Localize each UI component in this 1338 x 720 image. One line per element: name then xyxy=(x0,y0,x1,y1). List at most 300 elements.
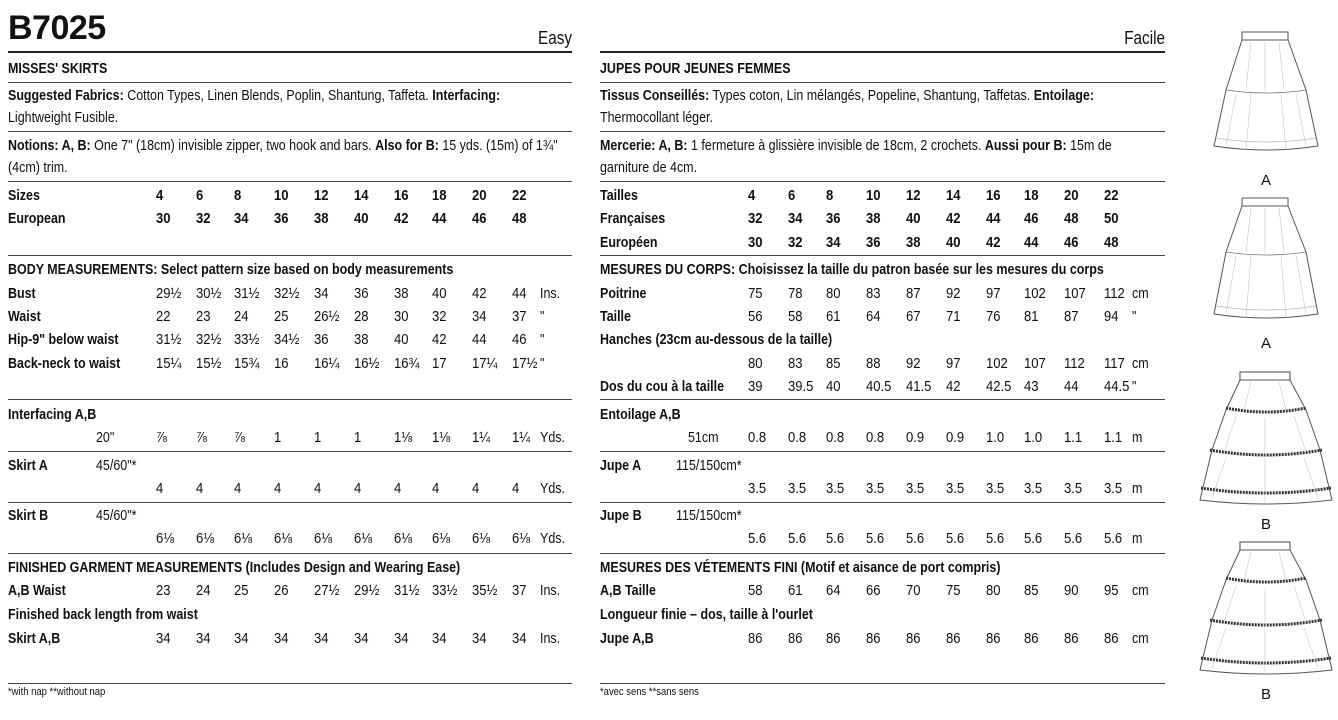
cell-value: 27½ xyxy=(314,583,340,599)
figure-label: A xyxy=(1260,335,1271,352)
cell-value: 33½ xyxy=(432,583,458,599)
cell-value: 61 xyxy=(826,309,841,325)
cell-value: 40 xyxy=(432,286,447,302)
cell-value: 34 xyxy=(472,309,487,325)
cell-value: 86 xyxy=(788,631,803,647)
cell-value: 1.1 xyxy=(1064,430,1083,446)
cell-value: 22 xyxy=(156,309,171,325)
cell-value: 3.5 xyxy=(788,481,807,497)
cell-value: 58 xyxy=(788,309,803,325)
english-section xyxy=(8,0,572,720)
cell-value: 5.6 xyxy=(1104,531,1123,547)
cell-value: 71 xyxy=(946,309,961,325)
unit-label: Yds. xyxy=(540,531,565,547)
back-length-label: Finished back length from waist xyxy=(8,607,198,623)
cell-value: 44 xyxy=(986,211,1001,227)
cell-value: 34 xyxy=(354,631,369,647)
divider xyxy=(8,683,572,684)
cell-value: 3.5 xyxy=(748,481,767,497)
cell-value: 6⅛ xyxy=(314,531,333,547)
section-title: MISSES' SKIRTS xyxy=(8,61,108,77)
divider xyxy=(600,451,1165,452)
cell-value: 4 xyxy=(394,481,402,497)
cell-value: 31½ xyxy=(156,332,182,348)
fabric-width: 20" xyxy=(96,430,115,446)
cell-value: 1.0 xyxy=(1024,430,1043,446)
cell-value: 42 xyxy=(986,235,1001,251)
cell-value: ⅞ xyxy=(196,430,207,446)
cell-value: 85 xyxy=(1024,583,1039,599)
cell-value: 16¼ xyxy=(314,356,340,372)
cell-value: 0.9 xyxy=(946,430,965,446)
divider xyxy=(8,255,572,256)
footnote: *with nap **without nap xyxy=(8,686,106,698)
cell-value: 5.6 xyxy=(946,531,965,547)
dos-row xyxy=(600,376,1165,398)
cell-value: 15¼ xyxy=(156,356,182,372)
cell-value: 16¾ xyxy=(394,356,420,372)
cell-value: 32 xyxy=(196,211,211,227)
row-label: Bust xyxy=(8,286,36,302)
cell-value: 42 xyxy=(946,379,961,395)
cell-value: 6⅛ xyxy=(432,531,451,547)
row-label: Poitrine xyxy=(600,286,647,302)
cell-value: 92 xyxy=(906,356,921,372)
divider xyxy=(8,51,572,53)
cell-value: 22 xyxy=(512,188,527,204)
cell-value: 97 xyxy=(946,356,961,372)
cell-value: 75 xyxy=(748,286,763,302)
unit-label: cm xyxy=(1132,356,1149,372)
skirt-a-icon xyxy=(1196,28,1336,168)
cell-value: 32 xyxy=(432,309,447,325)
cell-value: 20 xyxy=(1064,188,1079,204)
cell-value: 4 xyxy=(472,481,480,497)
fabrics-text-fr: Tissus Conseillés: Types coton, Lin mélangés, Popeline, Shantung, Taffetas. Entoilage: xyxy=(600,88,1095,104)
cell-value: 44.5 xyxy=(1104,379,1130,395)
cell-value: 30½ xyxy=(196,286,222,302)
cell-value: 10 xyxy=(866,188,881,204)
skirt-a-icon xyxy=(1196,196,1336,326)
cell-value: 0.8 xyxy=(826,430,845,446)
divider xyxy=(600,82,1165,83)
unit-label: " xyxy=(540,356,545,372)
jupe-a-row xyxy=(600,478,1165,500)
divider xyxy=(8,399,572,400)
row-label: Back-neck to waist xyxy=(8,356,121,372)
cell-value: 44 xyxy=(472,332,487,348)
cell-value: 5.6 xyxy=(866,531,885,547)
finished-waist-row xyxy=(8,580,572,602)
cell-value: 0.8 xyxy=(788,430,807,446)
cell-value: 37 xyxy=(512,583,527,599)
cell-value: 66 xyxy=(866,583,881,599)
fabric-width: 51cm xyxy=(688,430,719,446)
cell-value: 46 xyxy=(512,332,527,348)
row-label: Taille xyxy=(600,309,631,325)
cell-value: 80 xyxy=(986,583,1001,599)
body-measurement-row xyxy=(8,353,572,375)
skirt-b-label-row: Skirt B 45/60"* xyxy=(8,508,137,524)
unit-label: cm xyxy=(1132,583,1149,599)
unit-label: Ins. xyxy=(540,286,561,302)
taille-row xyxy=(600,306,1165,328)
cell-value: 42 xyxy=(946,211,961,227)
finished-heading-fr: MESURES DES VÉTEMENTS FINI (Motif et aisance de port compris) xyxy=(600,560,1001,576)
cell-value: 46 xyxy=(1024,211,1039,227)
unit-label: m xyxy=(1132,481,1143,497)
row-label: A,B Waist xyxy=(8,583,66,599)
cell-value: 4 xyxy=(156,188,164,204)
cell-value: 1.0 xyxy=(986,430,1005,446)
cell-value: 3.5 xyxy=(1064,481,1083,497)
cell-value: 92 xyxy=(946,286,961,302)
cell-value: 38 xyxy=(866,211,881,227)
european-sizes-row-fr xyxy=(600,232,1165,254)
cell-value: 25 xyxy=(234,583,249,599)
cell-value: 6 xyxy=(196,188,204,204)
row-label: Skirt A,B xyxy=(8,631,61,647)
unit-label: Yds. xyxy=(540,481,565,497)
body-measurement-row xyxy=(8,283,572,305)
cell-value: 18 xyxy=(1024,188,1039,204)
cell-value: 86 xyxy=(866,631,881,647)
unit-label: " xyxy=(540,332,545,348)
french-sizes-row xyxy=(600,208,1165,230)
cell-value: 1 xyxy=(354,430,362,446)
cell-value: 38 xyxy=(394,286,409,302)
sizes-row-fr xyxy=(600,185,1165,207)
row-label: Hip-9" below waist xyxy=(8,332,119,348)
cell-value: 95 xyxy=(1104,583,1119,599)
cell-value: 23 xyxy=(196,309,211,325)
cell-value: 34 xyxy=(472,631,487,647)
unit-label: Ins. xyxy=(540,631,561,647)
section-title-fr: JUPES POUR JEUNES FEMMES xyxy=(600,61,791,77)
body-measurements-heading-fr: MESURES DU CORPS: Choisissez la taille du patron basée sur les mesures du corps xyxy=(600,262,1104,278)
cell-value: 67 xyxy=(906,309,921,325)
interfacing-heading: Interfacing A,B xyxy=(8,407,97,423)
cell-value: 0.8 xyxy=(866,430,885,446)
cell-value: 12 xyxy=(906,188,921,204)
cell-value: 16½ xyxy=(354,356,380,372)
cell-value: 18 xyxy=(432,188,447,204)
cell-value: 1 xyxy=(314,430,322,446)
cell-value: 38 xyxy=(314,211,329,227)
cell-value: 30 xyxy=(156,211,171,227)
cell-value: 5.6 xyxy=(986,531,1005,547)
cell-value: 17¼ xyxy=(472,356,498,372)
cell-value: 34 xyxy=(234,211,249,227)
cell-value: 6⅛ xyxy=(394,531,413,547)
cell-value: 86 xyxy=(1104,631,1119,647)
cell-value: 4 xyxy=(196,481,204,497)
cell-value: 39 xyxy=(748,379,763,395)
unit-label: " xyxy=(1132,309,1137,325)
cell-value: 0.8 xyxy=(748,430,767,446)
unit-label: Yds. xyxy=(540,430,565,446)
cell-value: 86 xyxy=(906,631,921,647)
cell-value: 34½ xyxy=(274,332,300,348)
cell-value: 5.6 xyxy=(748,531,767,547)
cell-value: 31½ xyxy=(234,286,260,302)
cell-value: 6⅛ xyxy=(156,531,175,547)
cell-value: 29½ xyxy=(156,286,182,302)
cell-value: 34 xyxy=(512,631,527,647)
divider xyxy=(8,131,572,132)
cell-value: 34 xyxy=(394,631,409,647)
longueur-label: Longueur finie – dos, taille à l'ourlet xyxy=(600,607,813,623)
notions-text-2: (4cm) trim. xyxy=(8,160,68,176)
interfacing-text: Lightweight Fusible. xyxy=(8,110,119,126)
cell-value: 34 xyxy=(826,235,841,251)
cell-value: 107 xyxy=(1024,356,1046,372)
cell-value: 48 xyxy=(1064,211,1079,227)
cell-value: 86 xyxy=(946,631,961,647)
divider xyxy=(600,131,1165,132)
cell-value: 4 xyxy=(156,481,164,497)
cell-value: 23 xyxy=(156,583,171,599)
jupe-a-label-row: Jupe A 115/150cm* xyxy=(600,458,742,474)
cell-value: 34 xyxy=(314,286,329,302)
cell-value: 64 xyxy=(866,309,881,325)
cell-value: 40.5 xyxy=(866,379,892,395)
unit-label: cm xyxy=(1132,631,1149,647)
row-label: Françaises xyxy=(600,211,666,227)
cell-value: 87 xyxy=(1064,309,1079,325)
cell-value: 32½ xyxy=(274,286,300,302)
cell-value: 38 xyxy=(354,332,369,348)
french-section xyxy=(600,0,1165,720)
divider xyxy=(8,553,572,554)
view-illustrations xyxy=(1196,0,1336,720)
cell-value: 3.5 xyxy=(1104,481,1123,497)
cell-value: 3.5 xyxy=(866,481,885,497)
cell-value: 6⅛ xyxy=(472,531,491,547)
unit-label: Ins. xyxy=(540,583,561,599)
poitrine-row xyxy=(600,283,1165,305)
cell-value: 31½ xyxy=(394,583,420,599)
body-measurements-heading: BODY MEASUREMENTS: Select pattern size based on body measurements xyxy=(8,262,454,278)
cell-value: 34 xyxy=(196,631,211,647)
cell-value: 75 xyxy=(946,583,961,599)
cell-value: 36 xyxy=(314,332,329,348)
cell-value: 58 xyxy=(748,583,763,599)
unit-label: " xyxy=(1132,379,1137,395)
cell-value: 34 xyxy=(314,631,329,647)
cell-value: 102 xyxy=(986,356,1008,372)
cell-value: 44 xyxy=(512,286,527,302)
cell-value: 0.9 xyxy=(906,430,925,446)
cell-value: 30 xyxy=(748,235,763,251)
cell-value: 5.6 xyxy=(906,531,925,547)
cell-value: 30 xyxy=(394,309,409,325)
finished-jupe-row xyxy=(600,628,1165,650)
skirt-a-label-row: Skirt A 45/60"* xyxy=(8,458,137,474)
cell-value: 34 xyxy=(274,631,289,647)
cell-value: 40 xyxy=(354,211,369,227)
cell-value: 46 xyxy=(1064,235,1079,251)
cell-value: 94 xyxy=(1104,309,1119,325)
cell-value: 29½ xyxy=(354,583,380,599)
cell-value: 43 xyxy=(1024,379,1039,395)
divider xyxy=(8,451,572,452)
cell-value: 17 xyxy=(432,356,447,372)
cell-value: 26½ xyxy=(314,309,340,325)
cell-value: 34 xyxy=(234,631,249,647)
cell-value: 37 xyxy=(512,309,527,325)
cell-value: 1¼ xyxy=(512,430,531,446)
cell-value: 102 xyxy=(1024,286,1046,302)
cell-value: 5.6 xyxy=(788,531,807,547)
skirt-a-row xyxy=(8,478,572,500)
cell-value: ⅞ xyxy=(156,430,167,446)
cell-value: 1⅛ xyxy=(394,430,413,446)
hanches-row xyxy=(600,353,1165,375)
cell-value: 56 xyxy=(748,309,763,325)
cell-value: 86 xyxy=(748,631,763,647)
fabrics-text: Suggested Fabrics: Cotton Types, Linen Blends, Poplin, Shantung, Taffeta. Interfacing: xyxy=(8,88,501,104)
cell-value: 76 xyxy=(986,309,1001,325)
cell-value: 46 xyxy=(472,211,487,227)
divider xyxy=(8,502,572,503)
cell-value: 3.5 xyxy=(1024,481,1043,497)
unit-label: " xyxy=(540,309,545,325)
cell-value: 42 xyxy=(394,211,409,227)
cell-value: 3.5 xyxy=(826,481,845,497)
interfacing-text-fr: Thermocollant léger. xyxy=(600,110,713,126)
cell-value: 3.5 xyxy=(946,481,965,497)
cell-value: 22 xyxy=(1104,188,1119,204)
row-label: European xyxy=(8,211,66,227)
cell-value: 4 xyxy=(274,481,282,497)
divider xyxy=(8,82,572,83)
cell-value: 112 xyxy=(1104,286,1125,302)
cell-value: 44 xyxy=(1064,379,1079,395)
row-label: A,B Taille xyxy=(600,583,656,599)
cell-value: 112 xyxy=(1064,356,1085,372)
cell-value: 40 xyxy=(826,379,841,395)
cell-value: 33½ xyxy=(234,332,260,348)
divider xyxy=(8,181,572,182)
cell-value: 40 xyxy=(906,211,921,227)
divider xyxy=(600,399,1165,400)
cell-value: 15¾ xyxy=(234,356,260,372)
divider xyxy=(600,502,1165,503)
cell-value: 36 xyxy=(354,286,369,302)
cell-value: 8 xyxy=(234,188,242,204)
cell-value: 24 xyxy=(196,583,211,599)
cell-value: 6⅛ xyxy=(274,531,293,547)
figure-label: B xyxy=(1260,516,1271,533)
cell-value: 48 xyxy=(512,211,527,227)
cell-value: 3.5 xyxy=(986,481,1005,497)
cell-value: 86 xyxy=(986,631,1001,647)
cell-value: 17½ xyxy=(512,356,538,372)
divider xyxy=(600,51,1165,53)
skirt-b-row xyxy=(8,528,572,550)
cell-value: 40 xyxy=(394,332,409,348)
jupe-b-label-row: Jupe B 115/150cm* xyxy=(600,508,742,524)
cell-value: 32 xyxy=(748,211,763,227)
hanches-label: Hanches (23cm au-dessous de la taille) xyxy=(600,332,833,348)
divider xyxy=(600,181,1165,182)
cell-value: 1.1 xyxy=(1104,430,1123,446)
body-measurement-row xyxy=(8,306,572,328)
cell-value: 15½ xyxy=(196,356,222,372)
difficulty-level: Easy xyxy=(537,28,572,48)
cell-value: 86 xyxy=(826,631,841,647)
cell-value: 16 xyxy=(394,188,409,204)
cell-value: 86 xyxy=(1064,631,1079,647)
cell-value: 36 xyxy=(866,235,881,251)
cell-value: 64 xyxy=(826,583,841,599)
cell-value: 10 xyxy=(274,188,289,204)
cell-value: 1 xyxy=(274,430,282,446)
notions-text-fr: Mercerie: A, B: 1 fermeture à glissière invisible de 18cm, 2 crochets. Aussi pour B: 15m de xyxy=(600,138,1112,154)
finished-skirt-row xyxy=(8,628,572,650)
cell-value: 4 xyxy=(354,481,362,497)
jupe-b-row xyxy=(600,528,1165,550)
divider xyxy=(600,683,1165,684)
cell-value: 34 xyxy=(432,631,447,647)
divider xyxy=(600,255,1165,256)
cell-value: 26 xyxy=(274,583,289,599)
cell-value: 42 xyxy=(432,332,447,348)
interfacing-row xyxy=(8,427,572,449)
cell-value: 8 xyxy=(826,188,834,204)
cell-value: 1¼ xyxy=(472,430,491,446)
cell-value: 32 xyxy=(788,235,803,251)
cell-value: 6⅛ xyxy=(196,531,215,547)
cell-value: 39.5 xyxy=(788,379,814,395)
cell-value: 16 xyxy=(986,188,1001,204)
cell-value: 41.5 xyxy=(906,379,932,395)
cell-value: 5.6 xyxy=(1064,531,1083,547)
cell-value: 42.5 xyxy=(986,379,1012,395)
row-label: Dos du cou à la taille xyxy=(600,379,725,395)
cell-value: 28 xyxy=(354,309,369,325)
cell-value: 16 xyxy=(274,356,289,372)
cell-value: 4 xyxy=(234,481,242,497)
cell-value: 12 xyxy=(314,188,329,204)
cell-value: 44 xyxy=(432,211,447,227)
cell-value: 40 xyxy=(946,235,961,251)
skirt-b-tiered-icon xyxy=(1196,540,1336,680)
cell-value: 25 xyxy=(274,309,289,325)
cell-value: 35½ xyxy=(472,583,498,599)
entoilage-row xyxy=(600,427,1165,449)
cell-value: 107 xyxy=(1064,286,1086,302)
notions-text-2-fr: garniture de 4cm. xyxy=(600,160,698,176)
cell-value: 90 xyxy=(1064,583,1079,599)
cell-value: 42 xyxy=(472,286,487,302)
row-label: Sizes xyxy=(8,188,40,204)
row-label: Européen xyxy=(600,235,658,251)
figure-label: B xyxy=(1260,686,1271,703)
cell-value: 87 xyxy=(906,286,921,302)
cell-value: 48 xyxy=(1104,235,1119,251)
cell-value: 3.5 xyxy=(906,481,925,497)
cell-value: 85 xyxy=(826,356,841,372)
cell-value: 32½ xyxy=(196,332,222,348)
european-sizes-row xyxy=(8,208,572,230)
cell-value: 34 xyxy=(156,631,171,647)
unit-label: m xyxy=(1132,430,1143,446)
footnote-fr: *avec sens **sans sens xyxy=(600,686,699,698)
cell-value: 70 xyxy=(906,583,921,599)
cell-value: 78 xyxy=(788,286,803,302)
